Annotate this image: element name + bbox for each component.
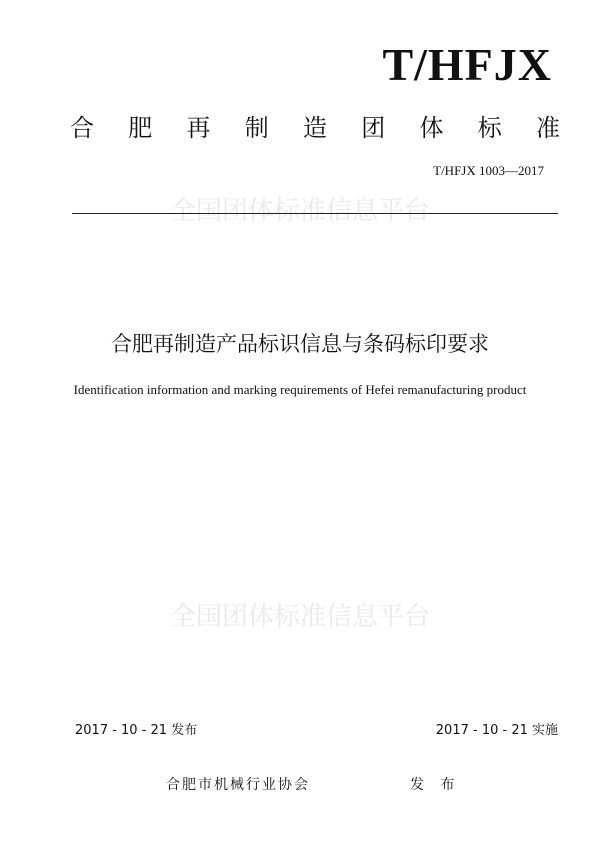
standard-type-char: 合 — [70, 114, 94, 142]
standard-type-char: 肥 — [128, 114, 153, 142]
standard-type-char: 准 — [536, 114, 560, 142]
standard-type-char: 标 — [477, 114, 502, 142]
header-divider — [72, 213, 558, 214]
implementation-date: 2017 - 10 - 21 实施 — [435, 723, 558, 738]
standard-type-heading — [70, 116, 560, 140]
watermark: 全国团体标准信息平台 — [169, 602, 430, 632]
standard-type-char: 制 — [244, 114, 269, 142]
standard-type-char: 体 — [419, 114, 444, 142]
document-title-chinese: 合肥再制造产品标识信息与条码标印要求 — [111, 332, 489, 356]
standard-type-char: 造 — [303, 114, 327, 142]
standard-type-char: 团 — [361, 114, 386, 142]
standard-code: T/HFJX — [382, 39, 552, 90]
issue-date: 2017 - 10 - 21 发布 — [75, 723, 198, 738]
publish-label: 发 布 — [410, 777, 461, 793]
standard-number: T/HFJX 1003—2017 — [433, 163, 544, 178]
document-title-english: Identification information and marking requirements of Hefei remanufacturing product — [73, 382, 527, 397]
watermark: 全国团体标准信息平台 — [169, 196, 430, 226]
standard-type-char: 再 — [186, 114, 211, 142]
publisher-name: 合肥市机械行业协会 — [166, 777, 310, 793]
